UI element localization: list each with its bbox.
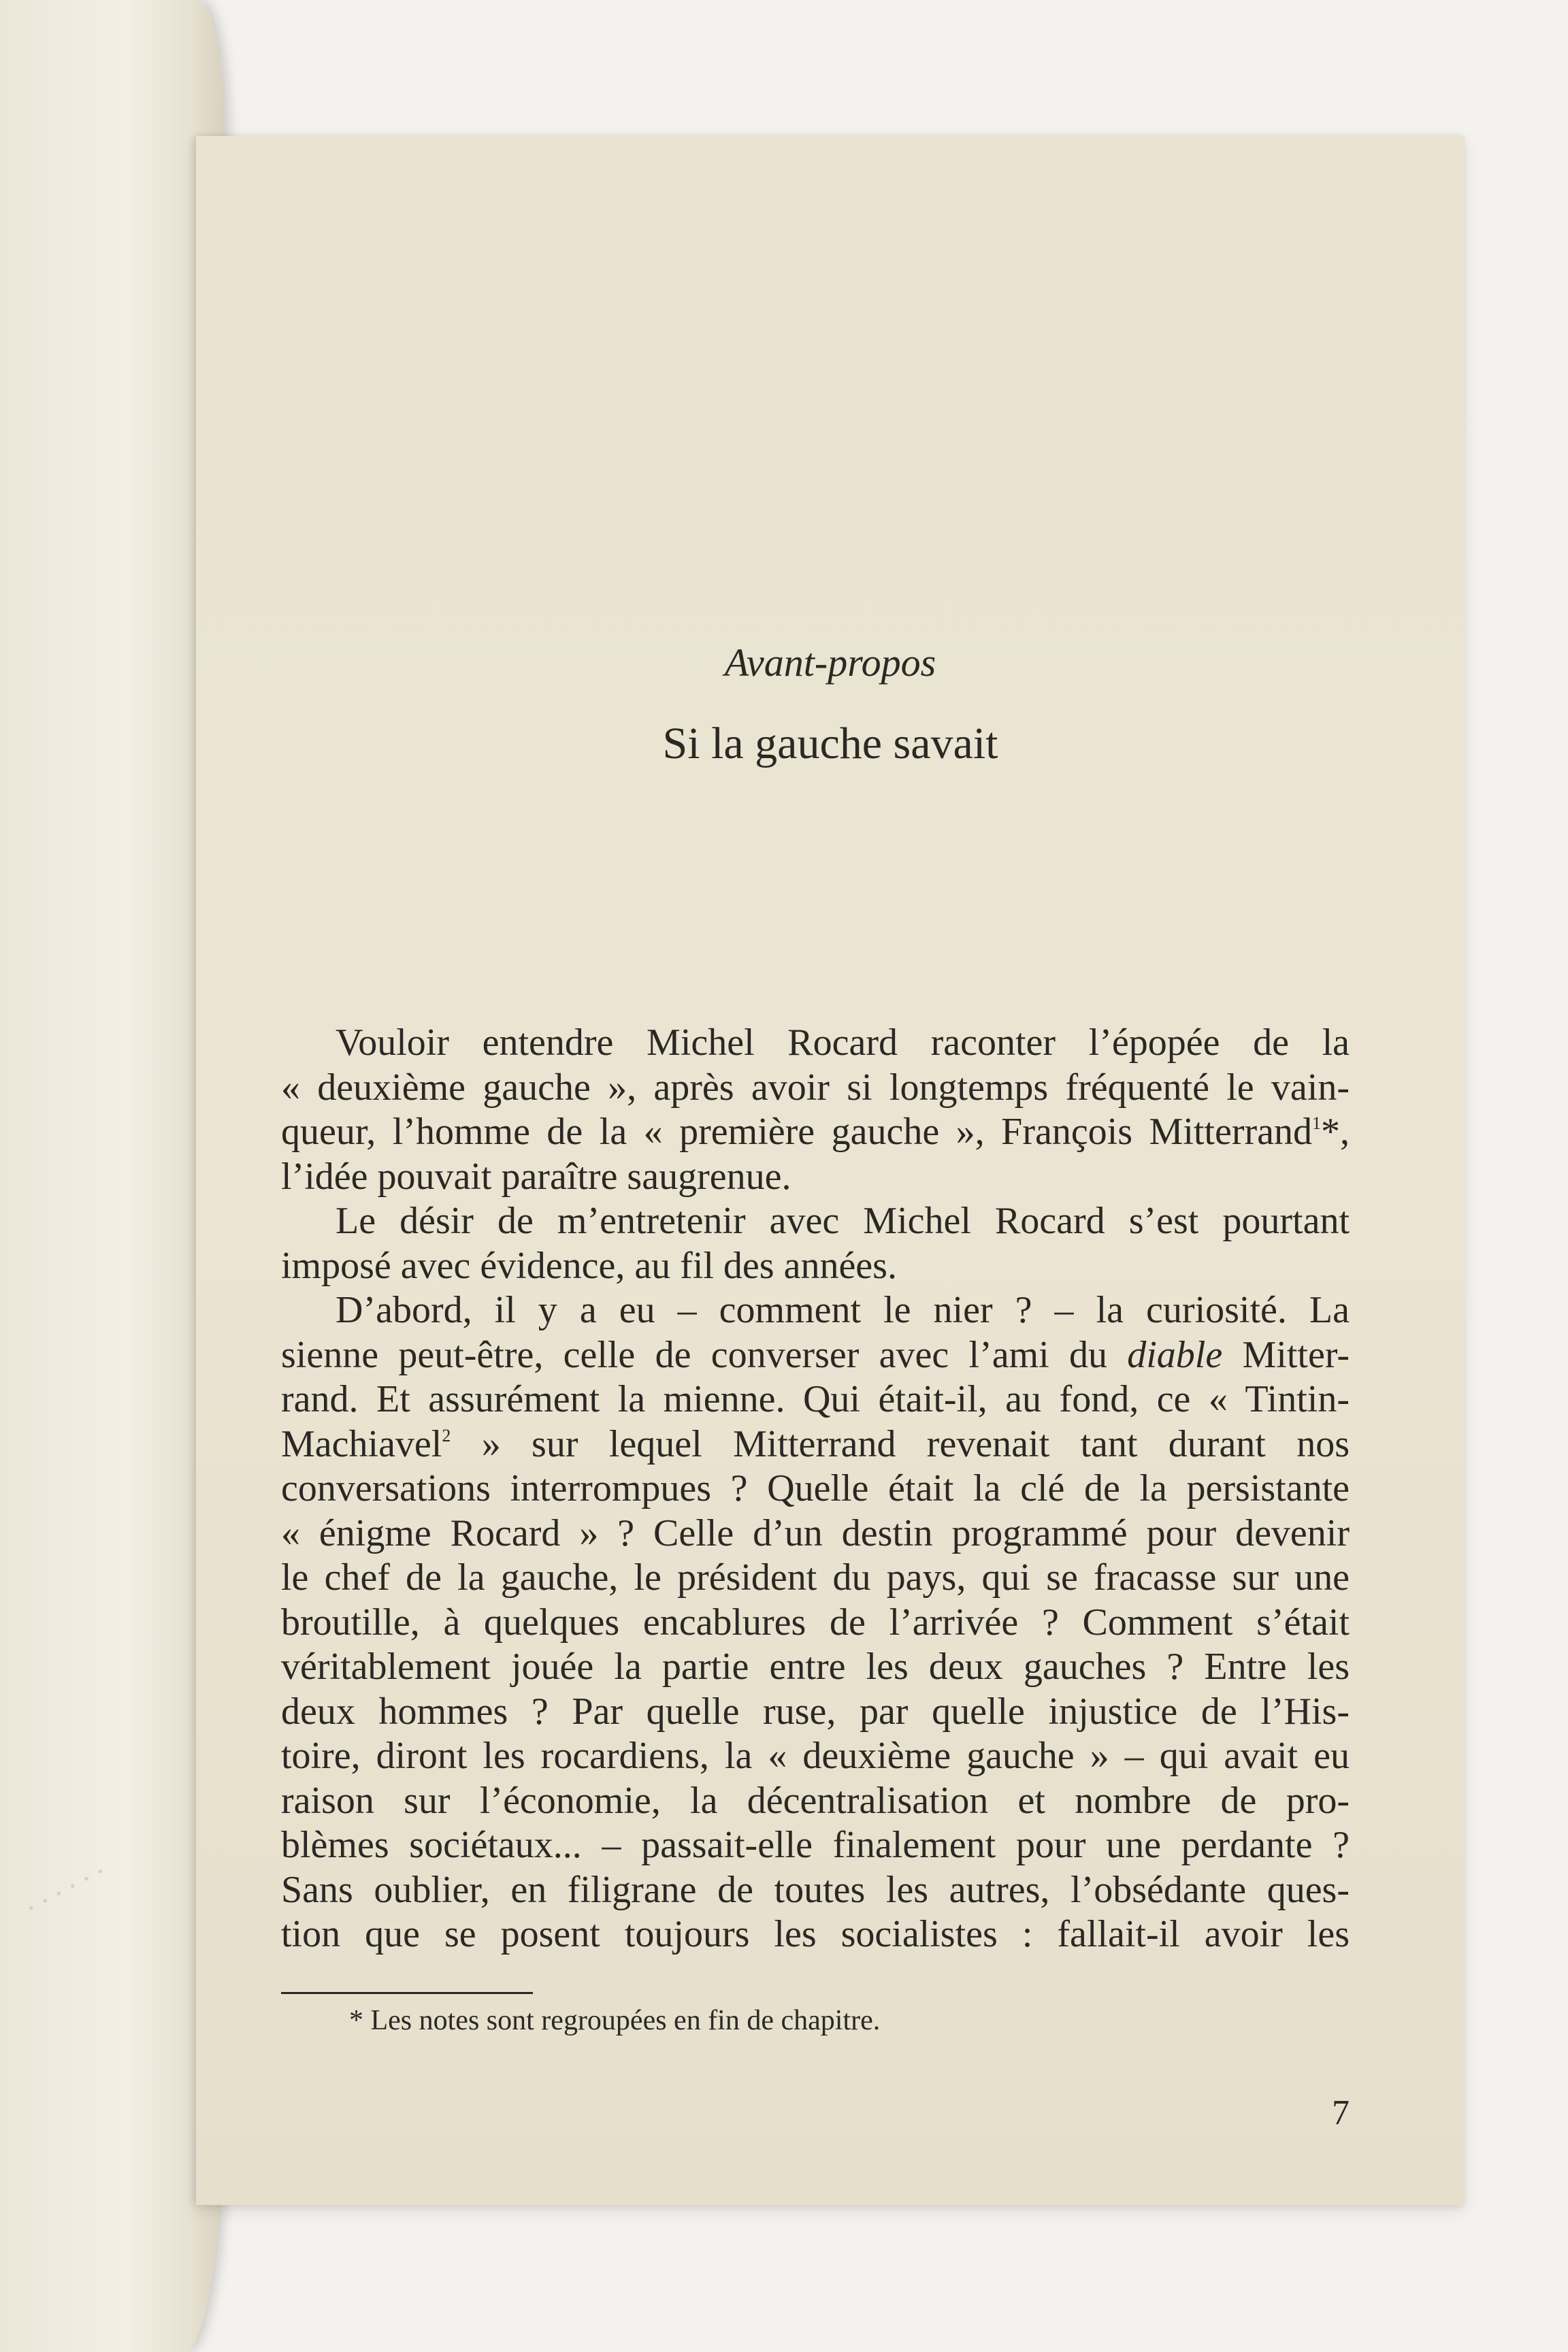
text-line: tion que se posent toujours les socialistes : fallait-il avoir les bbox=[281, 1913, 1350, 1955]
body-text bbox=[281, 1021, 1350, 1957]
footnote: * Les notes sont regroupées en fin de chapitre. bbox=[349, 2005, 881, 2036]
text-segment: sienne peut-être, celle de converser avec l’ami du bbox=[281, 1333, 1107, 1376]
page-number: 7 bbox=[1332, 2093, 1350, 2132]
text-line: Le désir de m’entretenir avec Michel Rocard s’est pourtant bbox=[336, 1200, 1350, 1242]
text-line: toire, diront les rocardiens, la « deuxième gauche » – qui avait eu bbox=[281, 1735, 1350, 1777]
text-line: deux hommes ? Par quelle ruse, par quelle injustice de l’His- bbox=[281, 1690, 1350, 1733]
text-line: Vouloir entendre Michel Rocard raconter l’épopée de la bbox=[336, 1022, 1350, 1064]
text-line bbox=[281, 1333, 1350, 1378]
text-segment: queur, l’homme de la « première gauche », François Mitterrand bbox=[281, 1111, 1312, 1153]
footnote-rule bbox=[281, 1992, 533, 1994]
chapter-title: Si la gauche savait bbox=[662, 719, 998, 768]
note-reference-star: *, bbox=[1321, 1111, 1350, 1153]
text-line bbox=[281, 1422, 1350, 1467]
text-line: véritablement jouée la partie entre les deux gauches ? Entre les bbox=[281, 1646, 1350, 1688]
text-line: le chef de la gauche, le président du pays, qui se fracasse sur une bbox=[281, 1556, 1350, 1599]
previous-page bbox=[0, 0, 225, 2352]
text-line: rand. Et assurément la mienne. Qui était-il, au fond, ce « Tintin- bbox=[281, 1378, 1350, 1420]
text-line: D’abord, il y a eu – comment le nier ? – la curiosité. La bbox=[336, 1289, 1350, 1331]
text-line bbox=[281, 1110, 1350, 1155]
book-page bbox=[196, 136, 1465, 2205]
show-through-text bbox=[278, 340, 1383, 384]
italic-word: diable bbox=[1127, 1333, 1223, 1376]
text-segment: Mitter- bbox=[1242, 1333, 1350, 1376]
text-segment: Machiavel bbox=[281, 1422, 442, 1465]
text-line: l’idée pouvait paraître saugrenue. bbox=[281, 1155, 791, 1198]
text-line: « deuxième gauche », après avoir si longtemps fréquenté le vain- bbox=[281, 1066, 1350, 1109]
note-reference: 1 bbox=[1312, 1113, 1321, 1133]
text-line: Sans oublier, en filigrane de toutes les autres, l’obsédante ques- bbox=[281, 1868, 1350, 1911]
text-line: blèmes sociétaux... – passait-elle finalement pour une perdante ? bbox=[281, 1824, 1350, 1866]
text-line: broutille, à quelques encablures de l’arrivée ? Comment s’était bbox=[281, 1601, 1350, 1644]
note-reference: 2 bbox=[442, 1425, 451, 1446]
text-line: imposé avec évidence, au fil des années. bbox=[281, 1244, 897, 1287]
text-line: raison sur l’économie, la décentralisation et nombre de pro- bbox=[281, 1779, 1350, 1822]
text-line: conversations interrompues ? Quelle était la clé de la persistante bbox=[281, 1467, 1350, 1509]
chapter-subtitle: Avant-propos bbox=[724, 640, 936, 685]
bleed-through-text: · · · · · · bbox=[19, 1854, 112, 1926]
text-line: « énigme Rocard » ? Celle d’un destin programmé pour devenir bbox=[281, 1512, 1350, 1554]
text-segment: » sur lequel Mitterrand revenait tant durant nos bbox=[481, 1422, 1350, 1465]
